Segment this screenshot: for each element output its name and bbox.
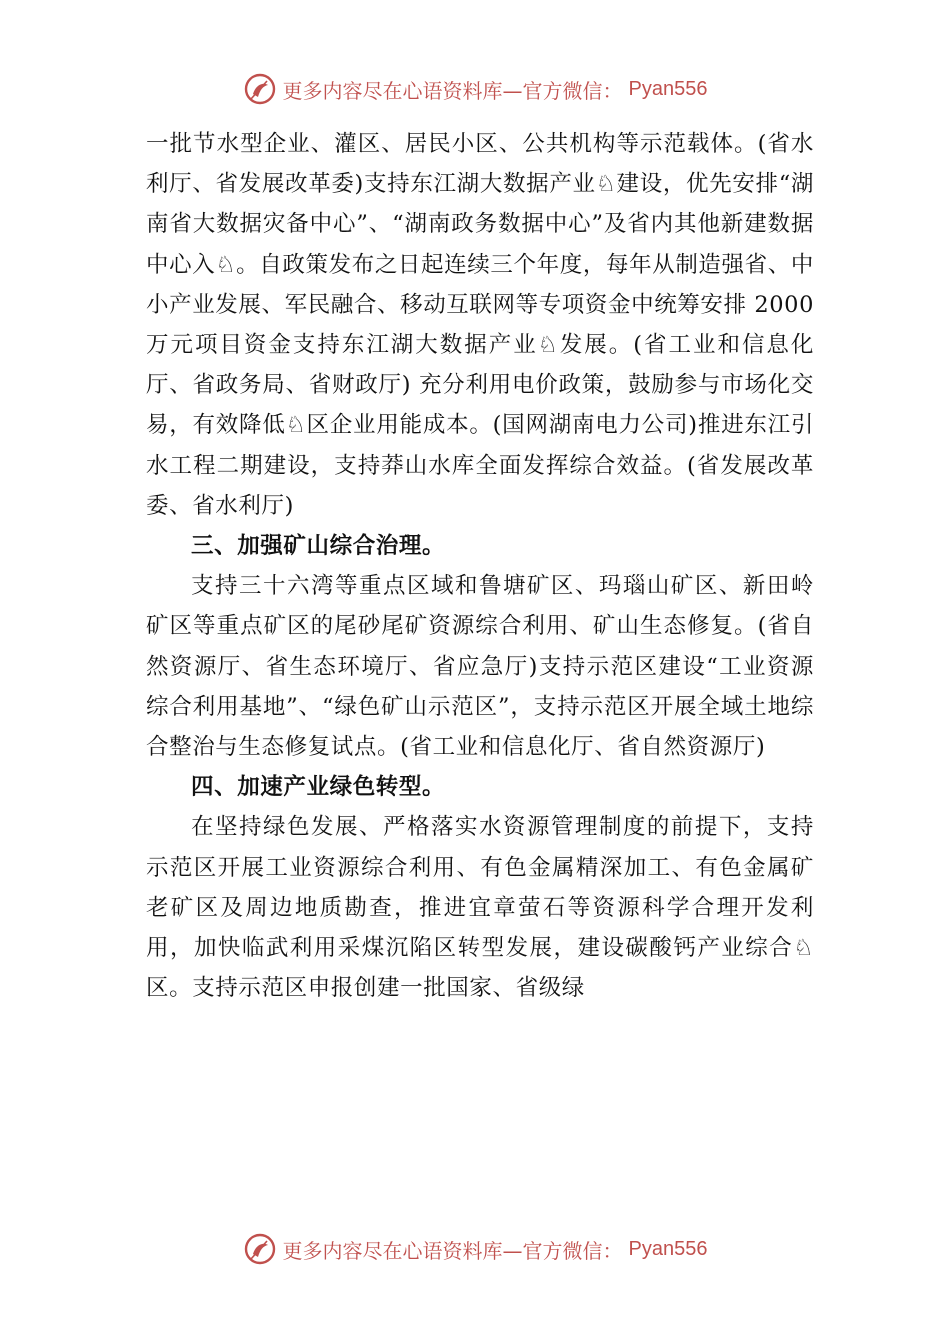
banner-text: 更多内容尽在心语资料库—官方微信： [282,78,623,103]
paragraph-1: 一批节水型企业、灌区、居民小区、公共机构等示范载体。(省水利厅、省发展改革委)支持东江湖大数据产业♘建设，优先安排“湖南省大数据灾备中心”、“湖南政务数据中心”及省内其他新建数据中心入♘。自政策发布之日起连续三个年度，每年从制造强省、中小产业发展、军民融合、移动互联网等专项资金中统筹安排 2000 万元项目资金支持东江湖大数据产业♘发展。(省工业和信息化厅、省政务局、省财政厅) 充分利用电价政策，鼓励参与市场化交易，有效降低♘区企业用能成本。(国网湖南电力公司)推进东江引水工程二期建设，支持莽山水库全面发挥综合效益。(省发展改革委、省水利厅) [146,131,815,519]
banner-wechat-id: Pyan556 [628,77,708,100]
flower-logo-icon [243,72,277,106]
banner-wechat-id: Pyan556 [628,1237,708,1260]
footer-banner [0,1232,950,1266]
document-body [146,124,814,1008]
paragraph-2: 支持三十六湾等重点区域和鲁塘矿区、玛瑙山矿区、新田岭矿区等重点矿区的尾砂尾矿资源综合利用、矿山生态修复。(省自然资源厅、省生态环境厅、省应急厅)支持示范区建设“工业资源综合利用基地”、“绿色矿山示范区”，支持示范区开展全域土地综合整治与生态修复试点。(省工业和信息化厅、省自然资源厅) [146,573,814,761]
flower-logo-icon [243,1232,277,1266]
header-banner [0,72,950,106]
section-heading-4: 四、加速产业绿色转型。 [191,774,446,801]
banner-text: 更多内容尽在心语资料库—官方微信： [282,1238,623,1263]
paragraph-3: 在坚持绿色发展、严格落实水资源管理制度的前提下，支持示范区开展工业资源综合利用、有色金属精深加工、有色金属矿老矿区及周边地质勘查，推进宜章萤石等资源科学合理开发利用，加快临武利用采煤沉陷区转型发展，建设碳酸钙产业综合♘区。支持示范区申报创建一批国家、省级绿 [146,814,814,1002]
section-heading-3: 三、加强矿山综合治理。 [191,533,446,560]
